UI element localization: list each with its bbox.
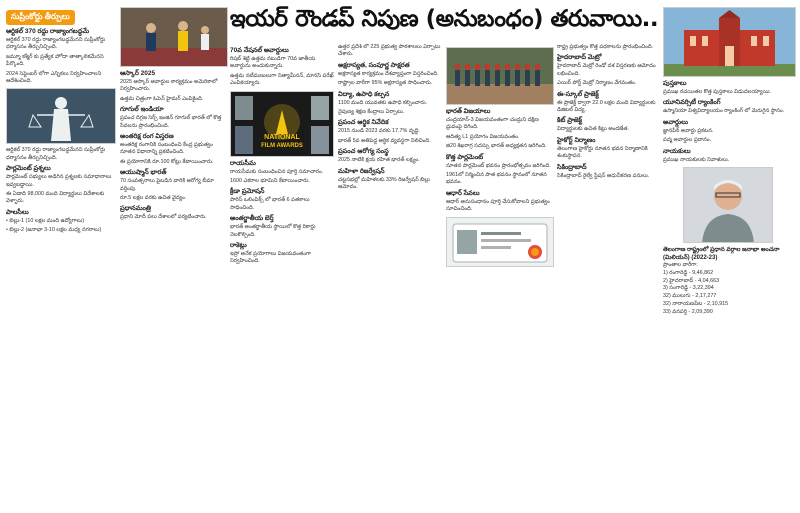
parade-photo [446,47,554,105]
paragraph: 1100 మంది యువతకు ఉపాధి కల్పించారు. [338,99,428,106]
subheading: అంతరిక్ష రంగ విస్తరణ [120,133,174,141]
article-text [230,224,334,239]
subheading: అక్షరాస్యత, సంపూర్ణ సాక్షరత [338,61,410,69]
subheading: అవార్డులు [663,118,688,126]
paragraph: విద్యార్థులకు ఉచిత కిట్లు అందజేత. [557,126,629,133]
paragraph: ఇస్రో అనేక ప్రయోగాలు విజయవంతంగా నిర్వహించింది. [230,251,311,265]
paragraph: సికింద్రాబాద్ రైల్వే స్టేషన్ ఆధునీకరణ పనులు. [557,172,650,179]
paragraph: పారిస్ ఒలింపిక్స్ లో భారత్ 6 పతకాలు సాధించింది. [230,197,310,211]
paragraph: ఆర్టికల్ 370 రద్దు రాజ్యాంగబద్ధమేనని సుప్రీంకోర్టు ధర్మాసనం తీర్పునిచ్చింది. [6,147,106,161]
paragraph: రిషబ్ శెట్టి ఉత్తమ నటుడిగా 70వ జాతీయ అవార్డును అందుకున్నారు. [230,56,316,70]
article-text [338,157,442,164]
article-text [338,44,442,59]
list-item: • బిల్లు-1 (10 లక్షల మంది ఉద్యోగాలు) [6,218,116,225]
paragraph: ఉస్మానియా విశ్వవిద్యాలయం ర్యాంకింగ్ లో మెరుగైన స్థానం. [663,108,785,115]
stats-row: 32) ములుగు - 2,17,277 [663,293,717,300]
article-text [338,71,442,88]
article-text [120,178,228,202]
paragraph: 2015 నుండి 2023 వరకు 17.7% వృద్ధి. [338,128,420,135]
population-stats [663,246,796,317]
stats-row: 32) నారాయణపేట - 2,10,915 [663,301,729,308]
subheading: ఈ-స్కూల్ ప్రాజెక్ట్ [557,90,599,98]
paragraph: పద్మ అవార్డుల ప్రదానం. [663,137,712,144]
subheading: కిట్ ప్రాజెక్ట్ [557,117,583,125]
subheading: హైకోర్ట్ నిర్మాణం [557,136,596,144]
paragraph: నైపుణ్య శిక్షణ కేంద్రాలు ఏర్పాటు. [338,109,405,116]
article-text [446,117,554,151]
article-text [557,44,660,51]
national-film-awards-photo [230,91,334,157]
article-text [120,79,228,103]
paragraph: 2025 ఆస్కార్ అవార్డుల కార్యక్రమం అమెరికాలో నిర్వహించారు. [120,79,218,93]
article-text [6,218,116,235]
article-text [6,37,116,85]
column-2 [120,4,228,511]
stats-row: 3) సంగారెడ్డి - 3,22,394 [663,285,714,292]
page-headline: ఇయర్ రౌండప్ నిపుణ (అనుబంధం) తరువాయి.. [230,6,659,32]
paragraph: రాష్ట్ర ప్రభుత్వం కొత్త పథకాలను ప్రారంభించింది. [557,44,654,50]
paragraph: ఉత్తమ నటీమణులుగా నిత్యామీనన్, మానసి పరేఖ్ ఎంపికయ్యారు. [230,72,334,87]
paragraph: 70 సంవత్సరాలు పైబడిన వారికి ఆరోగ్య బీమా వర్తింపు. [120,178,214,192]
paragraph: ఈ ఏడాది 98,000 మంది విద్యార్థులు విదేశాలకు వెళ్ళారు. [6,191,105,205]
portrait-photo [683,167,773,243]
subheading: ప్రపంచ ఆర్థిక నివేదిక [338,119,389,127]
subheading: ప్రధానమంత్రి [120,205,151,213]
column-3d [557,44,660,511]
stats-title: తెలంగాణ రాష్ట్రంలో ప్రధాన వర్గాల జనాభా అంచనా (మిలియన్) (2022-23) [663,247,780,262]
article-text [338,177,442,192]
paragraph: ప్రపంచ దిగ్గజ సెర్చ్ ఇంజిన్ గూగుల్ భారత్ లో కొత్త సేవలను ప్రారంభించింది. [120,115,222,129]
article-text [663,128,796,145]
article-text [446,199,554,214]
paragraph: భారత్ అంతర్జాతీయ స్థాయిలో కొత్త రికార్డు నెలకొల్పింది. [230,224,316,238]
article-text [120,214,228,221]
paragraph: ప్రముఖ నాయకులకు నివాళులు. [663,156,730,163]
subheading: హైదరాబాద్ మెట్రో [557,54,602,62]
column-4 [663,4,796,511]
stats-subtitle: ప్రాంతాల వారీగా: [663,262,698,269]
column-1 [6,4,116,511]
subheading: అంతర్జాతీయ బెర్త్ [230,215,274,223]
badge-line-1: NATIONAL [264,133,300,141]
subheading: భారత్ విజయాలు [446,108,491,115]
subheading: ఆర్టికల్ 370 రద్దు రాజ్యాంగబద్ధమే [6,28,90,35]
subheading: సికింద్రాబాద్ [557,163,587,171]
subheading: ఆధార్ సేవలు [446,189,480,197]
subheading: విద్యా, ఉపాధి కల్పన [338,90,390,98]
subheading: ప్రపంచ ఆరోగ్య సంస్థ [338,148,389,156]
paragraph: ప్రధాని మోదీ పలు దేశాలలో పర్యటించారు. [120,214,207,221]
article-text [557,173,660,180]
subheading: రాయసీమ [230,159,256,167]
article-text [663,108,796,115]
article-text [230,56,334,88]
subheading: నాయకులు [663,147,691,155]
subheading: క్రీడా ప్రమోషన్ [230,188,265,196]
subheading: గూగుల్ ఇండియా [120,106,164,114]
subheading: మహిళా రిజర్వేషన్ [338,167,385,175]
paragraph: భారత్ 5వ అతిపెద్ద ఆర్థిక వ్యవస్థగా నిలిచింది. [338,137,431,144]
paragraph: హైదరాబాద్ మెట్రో రెండో దశ విస్తరణకు ఆమోదం లభించింది. [557,63,656,77]
paragraph: రాయసీమకు సంబంధించిన పూర్తి సమాచారం. [230,168,324,175]
stats-row: 33) వనపర్తి - 2,09,390 [663,308,713,315]
paragraph: నూతన పార్లమెంట్ భవనం ప్రారంభోత్సవం జరిగింది. [446,162,551,169]
article-text [663,89,796,96]
aadhaar-card-photo [446,217,554,267]
paragraph: జి20 శిఖరాగ్ర సదస్సు భారత్ అధ్యక్షతన జరిగింది. [446,143,547,150]
article-text [6,174,116,206]
subheading: రాకెట్లు [230,242,247,250]
paragraph: ప్రముఖ రచయితల కొత్త పుస్తకాలు విడుదలయ్యాయి. [663,89,772,95]
badge-line-2: FILM AWARDS [261,142,303,149]
article-text [338,100,442,117]
subheading: 70వ నేషనల్ అవార్డులు [230,47,289,54]
paragraph: ఎయిర్ పోర్ట్ మెట్రో నిర్మాణం వేగవంతం. [557,80,637,87]
article-text [120,115,228,130]
paragraph: అంతరిక్ష రంగానికి సంబంధించి కేంద్ర ప్రభుత్వం నూతన విధానాన్ని ప్రకటించింది. [120,142,213,156]
paragraph: చంద్రయాన్-3 విజయవంతంగా చంద్రుని దక్షిణ ధ్రువంపై దిగింది. [446,117,539,131]
paragraph: ఈ ప్రాజెక్ట్ ద్వారా 22.0 లక్షల మంది విద్యార్థులకు డిజిటల్ విద్య. [557,99,656,114]
paragraph: జ్ఞానపీఠ్ అవార్డు ప్రకటన. [663,127,714,134]
subheading: పాలసీలు [6,208,29,216]
article-text [230,197,334,212]
subheading: ఆస్కార్ 2025 [120,70,156,77]
paragraph: పార్లమెంట్ సభ్యులు అడిగిన ప్రశ్నలకు సమాధానాలు ఇవ్వబడ్డాయి. [6,174,112,188]
section-tag: సుప్రీంకోర్టు తీర్పులు [6,10,75,25]
paragraph: చట్టసభల్లో మహిళలకు 33% రిజర్వేషన్ బిల్లు ఆమోదం. [338,176,430,191]
subheading: కొత్త పార్లమెంట్ [446,153,484,161]
article-text [663,157,796,164]
paragraph: ఈ ప్రయోగానికి రూ.100 కోట్లు కేటాయించారు. [120,158,214,165]
column-3c [446,44,554,511]
article-text [557,63,660,87]
heritage-building-photo [663,7,796,77]
justice-statue-photo [6,88,116,144]
subheading: పుస్తకాలు [663,80,687,87]
paragraph: ఆర్టికల్ 370 రద్దు రాజ్యాంగబద్ధమేనని సుప్రీంకోర్టు ధర్మాసనం తీర్పునిచ్చింది. [6,37,106,51]
column-3b [338,44,442,511]
article-text [557,100,660,115]
stats-row: 2) హైదరాబాద్ - 4,04,663 [663,277,720,284]
paragraph: రాష్ట్రాల వారీగా 95% అక్షరాస్యత సాధించారు. [338,80,433,87]
article-text [557,146,660,161]
article-text [230,169,334,186]
article-text [557,126,660,133]
paragraph: 1961లో నిర్మించిన పాత భవనం స్థానంలో నూతన భవనం. [446,172,547,186]
award-ceremony-photo [120,7,228,67]
paragraph: 2024 సెప్టెంబర్ లోగా ఎన్నికలు నిర్వహించాలని ఆదేశించింది. [6,70,102,85]
paragraph: జమ్మూ కశ్మీర్ కు ప్రత్యేక హోదా తాత్కాలికమేనని పేర్కొంది. [6,53,104,68]
stats-row: 1) రంగారెడ్డి - 9,46,862 [663,269,714,276]
article-text [120,142,228,166]
paragraph: అక్షరాస్యత కార్యక్రమం దేశవ్యాప్తంగా విస్తరించింది. [338,70,439,77]
article-text [230,251,334,266]
paragraph: ఆధార్ అనుసంధానం పూర్తి చేసుకోవాలని ప్రభుత్వం సూచించింది. [446,198,550,213]
subheading: ఆయుష్మాన్ భారత్ [120,169,167,177]
column-3a [230,44,334,511]
paragraph: 2025 నాటికి క్షయ రహిత భారత్ లక్ష్యం. [338,157,420,164]
paragraph: ఉత్తర ప్రదేశ్ లో 225 ప్రభుత్వ పాఠశాలలు ఏర్పాటు చేశారు. [338,44,441,58]
paragraph: 1600 ఎకరాల భూమిని కేటాయించారు. [230,178,310,185]
subheading: పార్లమెంట్ ప్రశ్నలు [6,165,51,173]
subheading: యూనివర్సిటీ ర్యాంకింగ్ [663,99,721,107]
paragraph: తెలంగాణ హైకోర్టు నూతన భవన నిర్మాణానికి శంకుస్థాపన. [557,145,648,160]
list-item: • బిల్లు-2 (జనాభా 3-10 లక్షల మధ్య నగరాలు) [6,227,116,234]
paragraph: ఆదిత్య L1 ప్రయోగం విజయవంతం. [446,133,520,140]
article-text [338,128,442,145]
article-text [446,163,554,187]
paragraph: రూ.5 లక్షల వరకు ఉచిత వైద్యం. [120,195,187,202]
article-text [6,147,116,162]
paragraph: ఉత్తమ చిత్రంగా ఓపెన్ హైమర్ ఎంపికైంది. [120,95,204,102]
